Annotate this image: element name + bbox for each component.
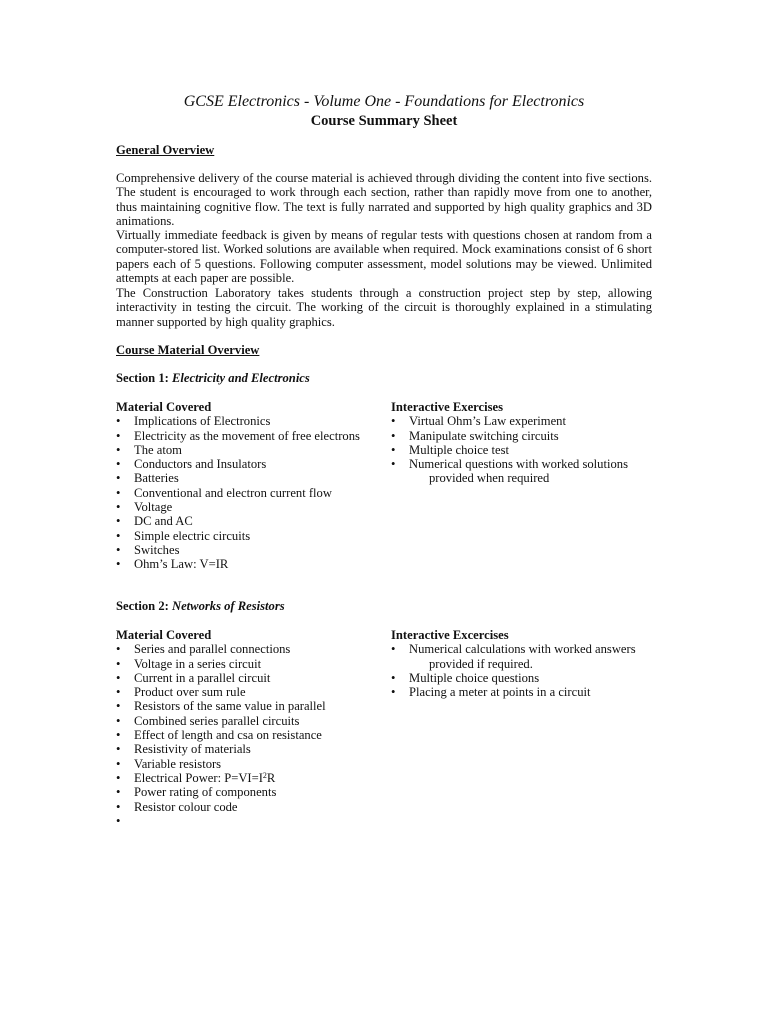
list-item — [391, 671, 661, 685]
bullet-icon: • — [116, 457, 121, 472]
list-item — [391, 414, 661, 428]
list-item-text: Effect of length and csa on resistance — [134, 728, 322, 743]
list-item — [116, 414, 386, 428]
list-item-text: Multiple choice questions — [409, 670, 540, 685]
interactive-exercises-header: Interactive Excercises — [391, 628, 509, 642]
bullet-icon: • — [116, 713, 121, 728]
list-item-text: Variable resistors — [134, 756, 222, 771]
section-1-exercises-column — [391, 400, 661, 486]
list-item — [116, 500, 386, 514]
list-item-text: Multiple choice test — [409, 442, 510, 457]
general-overview-heading: General Overview — [116, 143, 215, 157]
list-item — [116, 671, 386, 685]
bullet-icon: • — [116, 685, 121, 700]
section-name: Networks of Resistors — [171, 599, 285, 613]
list-item — [116, 742, 386, 756]
bullet-icon: • — [116, 557, 121, 572]
list-item-text: Series and parallel connections — [134, 642, 291, 657]
list-item — [116, 529, 386, 543]
bullet-icon: • — [116, 414, 121, 429]
list-item — [116, 757, 386, 771]
section-2-material-column — [116, 628, 386, 828]
list-item-text: Resistor colour code — [134, 799, 238, 814]
bullet-icon: • — [116, 528, 121, 543]
list-item — [116, 699, 386, 713]
list-item — [116, 471, 386, 485]
bullet-icon: • — [391, 642, 396, 657]
bullet-icon: • — [116, 428, 121, 443]
bullet-icon: • — [116, 471, 121, 486]
list-item-text: Voltage in a series circuit — [134, 656, 262, 671]
list-item — [116, 557, 386, 571]
bullet-icon: • — [116, 756, 121, 771]
list-item-text: The atom — [134, 442, 182, 457]
list-item-text: Placing a meter at points in a circuit — [409, 685, 591, 700]
section-label: Section 1: — [116, 371, 169, 385]
list-item-text: Power rating of components — [134, 785, 277, 800]
list-item-text: Product over sum rule — [134, 685, 246, 700]
list-item-text: Manipulate switching circuits — [409, 428, 559, 443]
list-item — [391, 429, 661, 443]
list-item — [116, 657, 386, 671]
list-item — [116, 714, 386, 728]
course-material-overview-heading: Course Material Overview — [116, 343, 260, 357]
material-covered-header: Material Covered — [116, 400, 212, 414]
list-item — [116, 443, 386, 457]
list-item — [116, 429, 386, 443]
list-item-text: Resistivity of materials — [134, 742, 251, 757]
list-item-text: Combined series parallel circuits — [134, 713, 300, 728]
list-item — [391, 642, 661, 671]
bullet-icon: • — [116, 699, 121, 714]
material-covered-header: Material Covered — [116, 628, 212, 642]
exercises-list — [391, 642, 661, 699]
bullet-icon: • — [116, 799, 121, 814]
list-item-text: Numerical questions with worked solutions — [409, 457, 628, 472]
bullet-icon: • — [116, 642, 121, 657]
bullet-icon: • — [116, 813, 121, 828]
list-item-text: Conductors and Insulators — [134, 457, 267, 472]
bullet-icon: • — [391, 685, 396, 700]
bullet-icon: • — [116, 670, 121, 685]
bullet-icon: • — [116, 728, 121, 743]
bullet-icon: • — [391, 670, 396, 685]
list-item-text: Resistors of the same value in parallel — [134, 699, 326, 714]
list-item — [116, 457, 386, 471]
list-item-text: Electrical Power: P=VI=I — [134, 770, 263, 785]
section-1-title — [116, 371, 310, 385]
bullet-icon: • — [116, 542, 121, 557]
document-subtitle: Course Summary Sheet — [310, 113, 458, 129]
list-item-text: Voltage — [134, 500, 173, 515]
list-item-text: Electricity as the movement of free electrons — [134, 428, 360, 443]
list-item — [116, 800, 386, 814]
general-overview-paragraph: Comprehensive delivery of the course material is achieved through dividing the content into five sections. The student is encouraged to work through each section, rather than rapidly move from one to another, thus maintaining cognitive flow. The text is fully narrated and supported by high quality graphics and 3D animations. — [116, 171, 652, 228]
bullet-icon: • — [116, 500, 121, 515]
list-item — [116, 514, 386, 528]
bullet-icon: • — [116, 485, 121, 500]
list-item-text: Conventional and electron current flow — [134, 485, 332, 500]
list-item — [116, 728, 386, 742]
list-item — [116, 642, 386, 656]
list-item-text: Simple electric circuits — [134, 528, 251, 543]
general-overview-paragraph: The Construction Laboratory takes students through a construction project step by step, allowing interactivity in testing the circuit. The working of the circuit is thoroughly explained in a stimulating manner supported by high quality graphics. — [116, 286, 652, 329]
bullet-icon: • — [116, 514, 121, 529]
section-2-title — [116, 599, 285, 613]
bullet-icon: • — [116, 785, 121, 800]
bullet-icon: • — [391, 442, 396, 457]
section-1-material-column — [116, 400, 386, 572]
list-item-text: DC and AC — [134, 514, 193, 529]
list-item — [391, 443, 661, 457]
list-item-text: Switches — [134, 542, 180, 557]
bullet-icon: • — [391, 428, 396, 443]
list-item — [391, 685, 661, 699]
list-item — [116, 685, 386, 699]
list-item-text: Numerical calculations with worked answers — [409, 642, 636, 657]
list-item-text-suffix: R — [266, 770, 276, 785]
bullet-icon: • — [116, 742, 121, 757]
superscript: 2 — [262, 770, 267, 780]
list-item-text: Ohm’s Law: V=IR — [134, 557, 229, 572]
list-item — [116, 785, 386, 799]
bullet-icon: • — [116, 442, 121, 457]
bullet-icon: • — [116, 770, 121, 785]
list-item-continuation: provided when required — [429, 471, 550, 486]
list-item-text: Current in a parallel circuit — [134, 670, 271, 685]
bullet-icon: • — [116, 656, 121, 671]
section-2-exercises-column — [391, 628, 661, 699]
document-title: GCSE Electronics - Volume One - Foundations for Electronics — [183, 93, 585, 110]
material-list — [116, 414, 386, 571]
list-item — [116, 543, 386, 557]
interactive-exercises-header: Interactive Exercises — [391, 400, 504, 414]
list-item-text: Batteries — [134, 471, 179, 486]
general-overview-paragraph: Virtually immediate feedback is given by means of regular tests with questions chosen at random from a computer-stored list. Worked solutions are available when required. Mock examinations consist of 6 short papers each of 5 questions. Following computer assessment, model solutions may be viewed. Unlimited attempts at each paper are possible. — [116, 228, 652, 285]
list-item — [116, 486, 386, 500]
list-item — [391, 457, 661, 486]
exercises-list — [391, 414, 661, 485]
list-item — [116, 771, 386, 785]
list-item-text: Virtual Ohm’s Law experiment — [409, 414, 566, 429]
list-item-text: Implications of Electronics — [134, 414, 271, 429]
bullet-icon: • — [391, 414, 396, 429]
material-list — [116, 642, 386, 828]
section-name: Electricity and Electronics — [171, 371, 310, 385]
section-label: Section 2: — [116, 599, 169, 613]
list-item-continuation: provided if required. — [429, 656, 533, 671]
bullet-icon: • — [391, 457, 396, 472]
